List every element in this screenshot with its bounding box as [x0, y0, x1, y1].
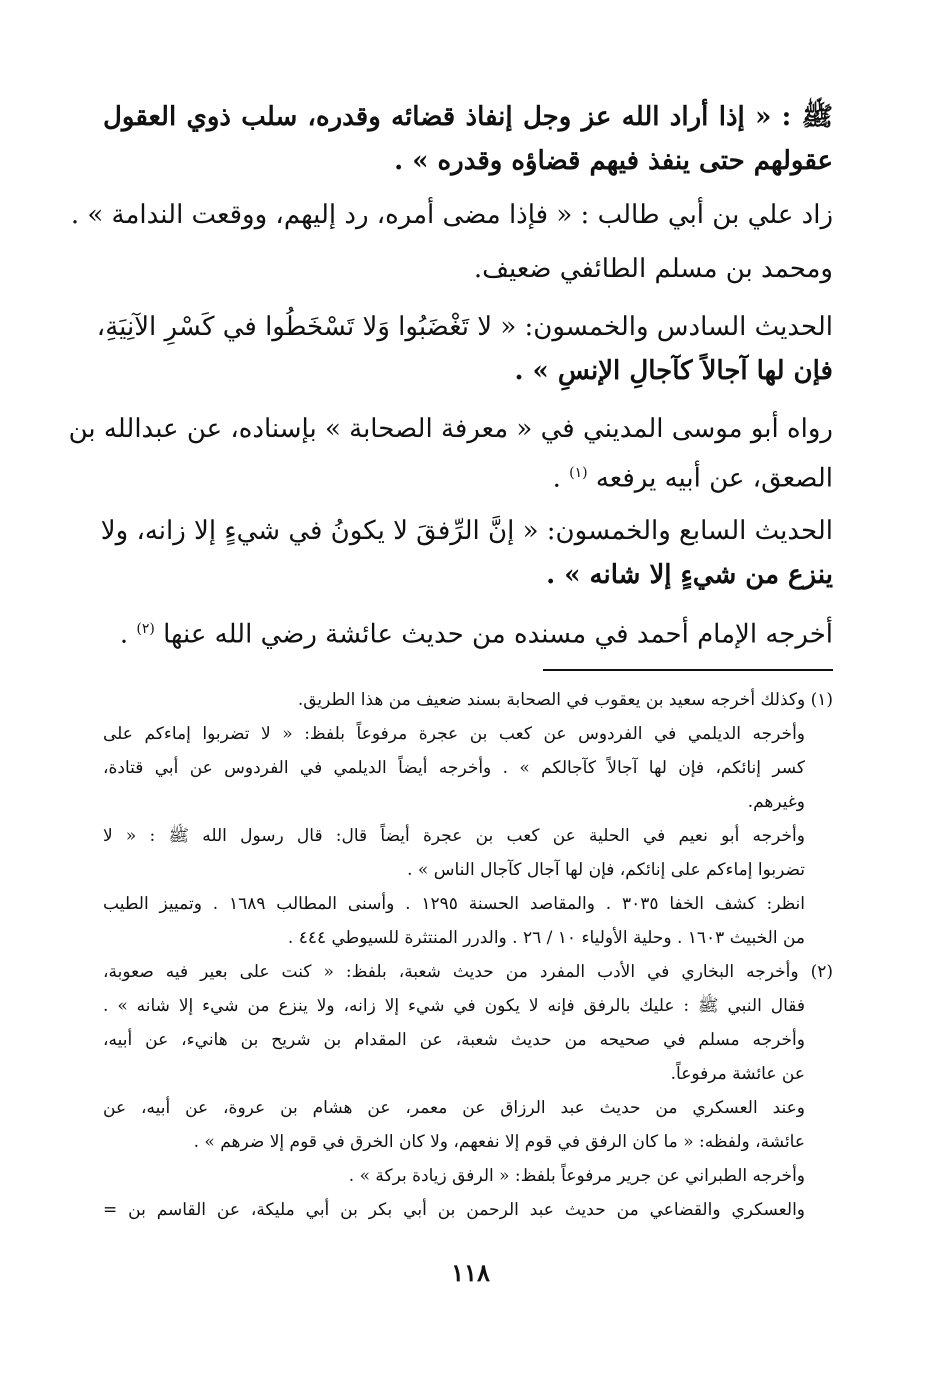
footnotes	[103, 683, 833, 1227]
hadith-56-line: فإن لها آجالاً كآجالِ الإنسِ » .	[514, 356, 833, 386]
footnote-line: (١) وكذلك أخرجه سعيد بن يعقوب في الصحابة بسند ضعيف من هذا الطريق.	[297, 690, 833, 710]
footnote-line: من الخبيث ١٦٠٣ . وحلية الأولياء ١٠ / ٢٦ . والدرر المنتثرة للسيوطي ٤٤٤ .	[287, 928, 805, 948]
footnote-line: وغيرهم.	[747, 792, 805, 812]
source-text: أخرجه الإمام أحمد في مسنده من حديث عائشة رضي الله عنها	[163, 619, 833, 650]
source-line: أخرجه الإمام أحمد في مسنده من حديث عائشة رضي الله عنها $^{(٢)}$ .	[119, 619, 833, 650]
footnote-line: والعسكري والقضاعي من حديث عبد الرحمن بن أبي بكر بن أبي مليكة، عن القاسم بن =	[103, 1200, 805, 1220]
footnote-line: وأخرجه الطبراني عن جرير مرفوعاً بلفظ: « الرفق زيادة بركة » .	[348, 1166, 805, 1186]
footnote-line: وأخرجه مسلم في صحيحه من حديث شعبة، عن المقدام بن شريح بن هانيء، عن أبيه،	[103, 1030, 805, 1050]
footnote-ref-1: (١)	[569, 465, 588, 481]
footnote-line: انظر: كشف الخفا ٣٠٣٥ . والمقاصد الحسنة ١٢٩٥ . وأسنى المطالب ١٦٨٩ . وتمييز الطيب	[103, 894, 805, 914]
page-number: ١١٨	[451, 1258, 490, 1287]
source-text: الصعق، عن أبيه يرفعه	[595, 463, 833, 494]
page-body	[68, 95, 833, 1227]
hadith-text-line: عقولهم حتى ينفذ فيهم قضاؤه وقدره » .	[394, 146, 833, 176]
footnote-line: كسر إنائكم، فإن لها آجالاً كآجالكم » . وأخرجه أيضاً الديلمي في الفردوس عن أبي قتادة،	[103, 758, 805, 778]
footnote-line: وأخرجه الديلمي في الفردوس عن كعب بن عجرة مرفوعاً بلفظ: « لا تضربوا إماءكم على	[103, 724, 805, 744]
narrator-note: ومحمد بن مسلم الطائفي ضعيف.	[473, 254, 833, 284]
footnote-line: (٢) وأخرجه البخاري في الأدب المفرد من حديث شعبة، بلفظ: « كنت على بعير فيه صعوبة،	[103, 962, 833, 982]
hadith-text-line: ﷺ : « إذا أراد الله عز وجل إنفاذ قضائه وقدره، سلب ذوي العقول	[103, 102, 833, 132]
hadith-57-line: الحديث السابع والخمسون: « إنَّ الرِّفقَ لا يكونُ في شيءٍ إلا زانه، ولا	[100, 516, 833, 546]
footnote-line: تضربوا إماءكم على إنائكم، فإن لها آجال كآجال الناس » .	[407, 860, 805, 880]
source-line: الصعق، عن أبيه يرفعه $^{(١)}$ .	[552, 463, 833, 494]
hadith-56-line: الحديث السادس والخمسون: « لا تَغْضَبُوا وَلا تَسْخَطُوا في كَسْرِ الآنِيَةِ،	[96, 312, 833, 342]
narration-line: زاد علي بن أبي طالب : « فإذا مضى أمره، رد إليهم، ووقعت الندامة » .	[70, 200, 833, 230]
footnote-line: عن عائشة مرفوعاً.	[670, 1064, 805, 1084]
footnote-line: عائشة، ولفظه: « ما كان الرفق في قوم إلا نفعهم، ولا كان الخرق في قوم إلا ضرهم » .	[193, 1132, 805, 1152]
footnote-line: فقال النبي ﷺ : عليك بالرفق فإنه لا يكون في شيء إلا زانه، ولا ينزع من شيء إلا شانه » .	[103, 996, 805, 1016]
footnote-line: وأخرجه أبو نعيم في الحلية عن كعب بن عجرة أيضاً قال: قال رسول الله ﷺ : « لا	[103, 826, 805, 846]
source-line: رواه أبو موسى المديني في « معرفة الصحابة » بإسناده، عن عبدالله بن	[68, 414, 833, 444]
footnote-separator	[543, 669, 833, 671]
footnote-ref-2: (٢)	[136, 621, 155, 637]
footnote-line: وعند العسكري من حديث عبد الرزاق عن معمر، عن هشام بن عروة، عن أبيه، عن	[103, 1098, 805, 1118]
hadith-57-line: ينزع من شيءٍ إلا شانه » .	[546, 560, 833, 590]
